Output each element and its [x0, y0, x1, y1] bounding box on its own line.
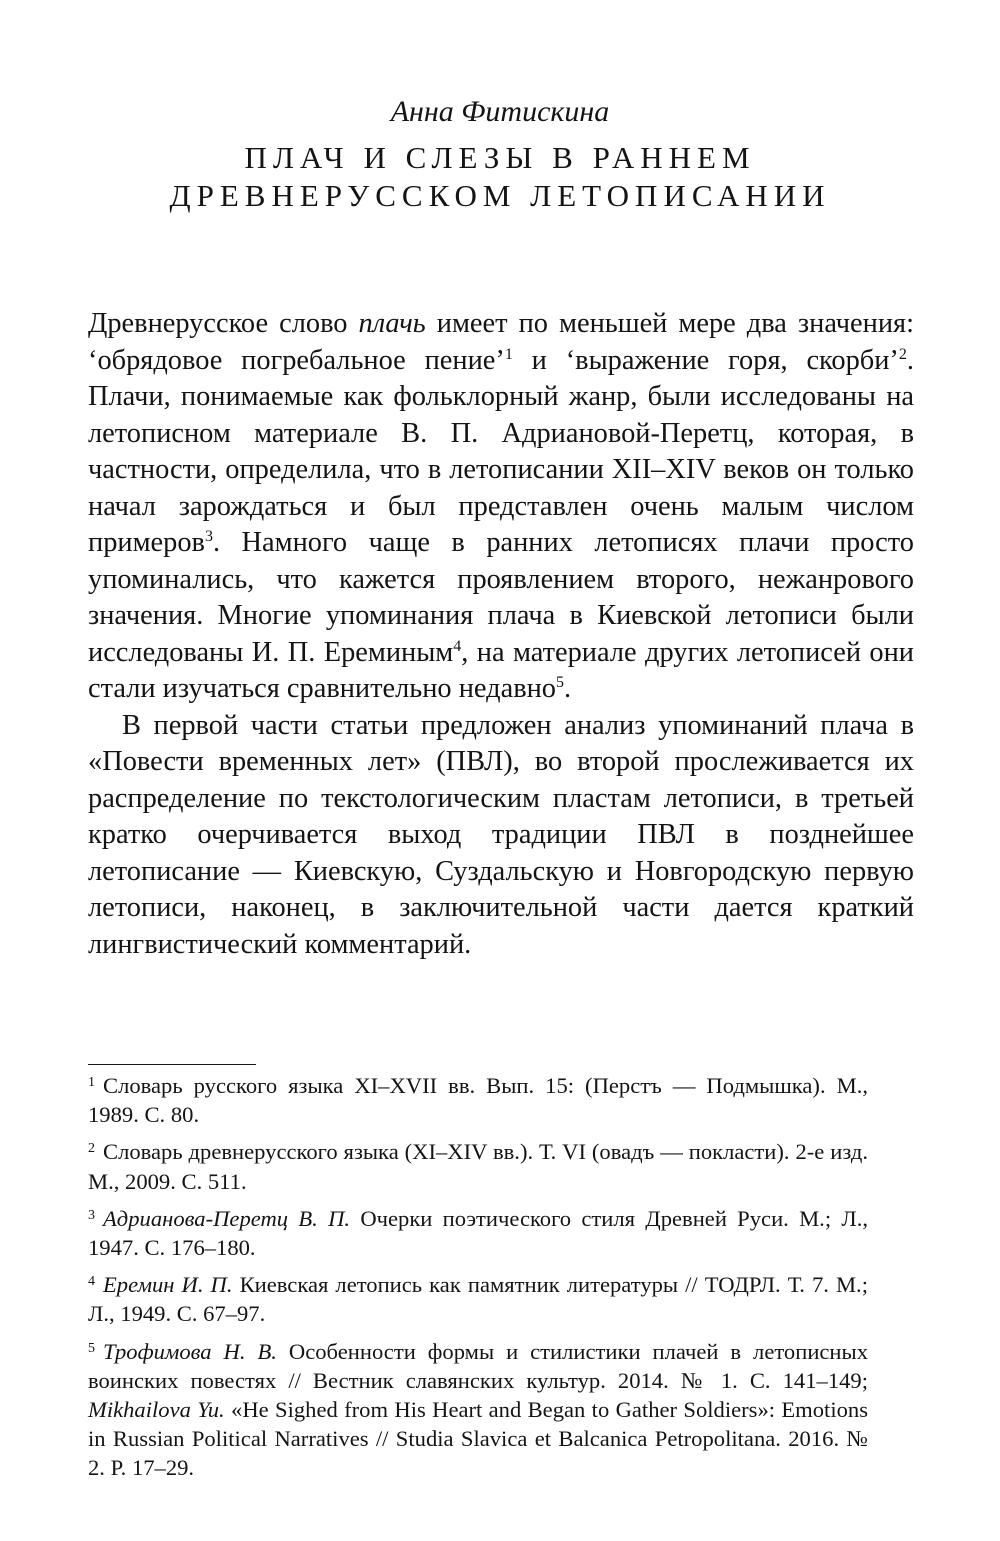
footnote-text: Словарь русского языка XI–XVII вв. Вып. 15: (Перстъ — Подмышка). М., 1989. С. 80.	[88, 1073, 868, 1128]
footnote-3	[88, 1204, 868, 1262]
footnote-number: 5	[88, 1340, 95, 1356]
footnote-text: «He Sighed from His Heart and Began to Gather Soldiers»: Emotions in Russian Political Narratives // Studia Slavica et Balcanica Petropolitana. 2016. № 2. P. 17–29.	[88, 1397, 868, 1481]
article-title-line-2: ДРЕВНЕРУССКОМ ЛЕТОПИСАНИИ	[169, 178, 831, 213]
footnote-4	[88, 1270, 868, 1328]
footnote-text: Особенности формы и стилистики плачей в летописных воинских повестях // Вестник славянских культур. 2014. № 1. С. 141–149;	[88, 1338, 869, 1393]
footnote-ref-2[interactable]: 2	[898, 345, 907, 363]
footnote-ref-1[interactable]: 1	[504, 345, 513, 363]
text-run: .	[564, 673, 572, 704]
footnote-number: 3	[88, 1207, 95, 1223]
footnotes	[88, 1071, 868, 1491]
footnote-divider	[88, 1064, 256, 1065]
footnote-author: Еремин И. П.	[103, 1272, 233, 1298]
text-run: . Плачи, понимаемые как фольклорный жанр, были исследованы на летописном материале В. П. Адриановой-Перетц, которая, в частности, определила, что в летописании XII–XIV веков он только начал зарождаться и был представлен очень малым числом примеров	[88, 344, 914, 558]
text-run: , на материале других летописей они стали изучаться сравнительно недавно	[88, 636, 914, 704]
paragraph-2: В первой части статьи предложен анализ упоминаний плача в «Повести временных лет» (ПВЛ), во второй прослеживается их распределение по текстологическим пластам летописи, в третьей кратко очерчивается выход традиции ПВЛ в позднейшее летописание — Киевскую, Суздальскую и Новгородскую первую летописи, наконец, в заключительной части дается краткий лингвистический комментарий.	[88, 709, 914, 960]
author-name: Анна Фитискина	[390, 95, 610, 128]
footnote-1	[88, 1071, 868, 1129]
footnote-author: Адрианова-Перетц В. П.	[103, 1205, 351, 1231]
footnote-number: 4	[88, 1274, 95, 1290]
footnote-number: 2	[88, 1141, 95, 1157]
footnote-ref-5[interactable]: 5	[556, 674, 564, 691]
footnote-number: 1	[88, 1075, 95, 1090]
footnote-2	[88, 1137, 868, 1195]
footnote-text: Очерки поэтического стиля Древней Руси. М.; Л., 1947. С. 176–180.	[88, 1205, 868, 1261]
footnote-author: Трофимова Н. В.	[103, 1338, 277, 1364]
article-title-line-1: ПЛАЧ И СЛЕЗЫ В РАННЕМ	[244, 140, 756, 175]
footnote-text: Словарь древнерусского языка (XI–XIV вв.). Т. VI (овадъ — покласти). 2-е изд. М., 2009. С. 511.	[88, 1139, 868, 1194]
footnote-author: Mikhailova Yu.	[88, 1397, 225, 1423]
paragraph-1	[88, 306, 914, 708]
article-body	[88, 306, 914, 963]
footnote-text: Киевская летопись как памятник литературы // ТОДРЛ. Т. 7. М.; Л., 1949. С. 67–97.	[88, 1272, 868, 1327]
text-run: имеет по меньшей мере два значения: ‘обрядовое погребальное пение’	[88, 308, 914, 376]
italic-term: плачь	[358, 308, 426, 339]
text-run: и ‘выражение горя, скорби’	[512, 344, 899, 376]
text-run: . Намного чаще в ранних летописях плачи просто упоминались, что кажется проявлением второго, нежанрового значения. Многие упоминания плача в Киевской летописи были исследованы И. П. Ереминым	[88, 527, 914, 668]
text-run: Древнерусское слово	[88, 308, 359, 339]
footnote-ref-4[interactable]: 4	[453, 637, 462, 655]
footnote-5	[88, 1337, 868, 1483]
footnote-ref-3[interactable]: 3	[204, 528, 213, 545]
